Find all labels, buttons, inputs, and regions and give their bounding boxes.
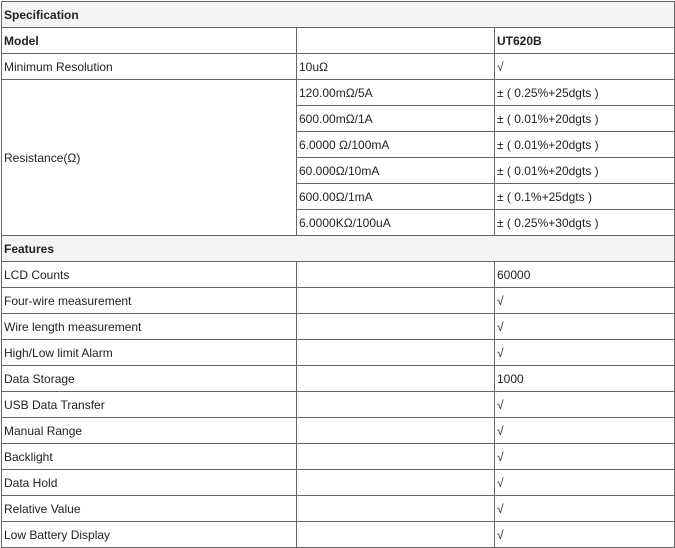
feature-spec	[297, 288, 495, 314]
feature-value: √	[495, 496, 675, 522]
feature-value: √	[495, 314, 675, 340]
feature-value: 60000	[495, 262, 675, 288]
feature-spec	[297, 366, 495, 392]
feature-spec	[297, 522, 495, 548]
feature-row	[2, 470, 675, 496]
min-resolution-value: √	[495, 54, 675, 80]
feature-row	[2, 288, 675, 314]
min-resolution-row	[2, 54, 675, 80]
feature-value: √	[495, 418, 675, 444]
feature-row	[2, 444, 675, 470]
min-resolution-spec: 10uΩ	[297, 54, 495, 80]
feature-row	[2, 340, 675, 366]
feature-label: Relative Value	[2, 496, 297, 522]
feature-value: √	[495, 392, 675, 418]
model-label: Model	[2, 28, 297, 54]
feature-spec	[297, 392, 495, 418]
resistance-range: 600.00mΩ/1A	[297, 106, 495, 132]
features-title: Features	[2, 236, 675, 262]
feature-label: USB Data Transfer	[2, 392, 297, 418]
feature-label: Wire length measurement	[2, 314, 297, 340]
feature-spec	[297, 444, 495, 470]
resistance-range: 6.0000KΩ/100uA	[297, 210, 495, 236]
feature-row	[2, 496, 675, 522]
resistance-label: Resistance(Ω)	[2, 80, 297, 236]
feature-spec	[297, 340, 495, 366]
feature-label: Data Storage	[2, 366, 297, 392]
feature-label: Data Hold	[2, 470, 297, 496]
feature-value: √	[495, 340, 675, 366]
model-spec	[297, 28, 495, 54]
specification-table	[1, 1, 675, 548]
feature-value: √	[495, 288, 675, 314]
resistance-accuracy: ± ( 0.25%+30dgts )	[495, 210, 675, 236]
resistance-range: 6.0000 Ω/100mA	[297, 132, 495, 158]
features-section-row	[2, 236, 675, 262]
feature-value: √	[495, 522, 675, 548]
resistance-range: 60.000Ω/10mA	[297, 158, 495, 184]
resistance-accuracy: ± ( 0.01%+20dgts )	[495, 158, 675, 184]
model-row	[2, 28, 675, 54]
feature-value: √	[495, 444, 675, 470]
specification-section-row	[2, 2, 675, 28]
feature-label: High/Low limit Alarm	[2, 340, 297, 366]
feature-row	[2, 522, 675, 548]
feature-spec	[297, 470, 495, 496]
feature-row	[2, 392, 675, 418]
feature-value: 1000	[495, 366, 675, 392]
feature-row	[2, 366, 675, 392]
feature-label: Low Battery Display	[2, 522, 297, 548]
min-resolution-label: Minimum Resolution	[2, 54, 297, 80]
feature-spec	[297, 314, 495, 340]
resistance-accuracy: ± ( 0.01%+20dgts )	[495, 106, 675, 132]
resistance-accuracy: ± ( 0.01%+20dgts )	[495, 132, 675, 158]
resistance-row	[2, 80, 675, 106]
feature-spec	[297, 418, 495, 444]
feature-row	[2, 262, 675, 288]
feature-label: Manual Range	[2, 418, 297, 444]
model-name: UT620B	[495, 28, 675, 54]
feature-label: Four-wire measurement	[2, 288, 297, 314]
feature-row	[2, 418, 675, 444]
feature-spec	[297, 496, 495, 522]
feature-label: Backlight	[2, 444, 297, 470]
specification-title: Specification	[2, 2, 675, 28]
resistance-accuracy: ± ( 0.25%+25dgts )	[495, 80, 675, 106]
feature-spec	[297, 262, 495, 288]
resistance-range: 600.00Ω/1mA	[297, 184, 495, 210]
feature-label: LCD Counts	[2, 262, 297, 288]
feature-row	[2, 314, 675, 340]
resistance-range: 120.00mΩ/5A	[297, 80, 495, 106]
feature-value: √	[495, 470, 675, 496]
resistance-accuracy: ± ( 0.1%+25dgts )	[495, 184, 675, 210]
